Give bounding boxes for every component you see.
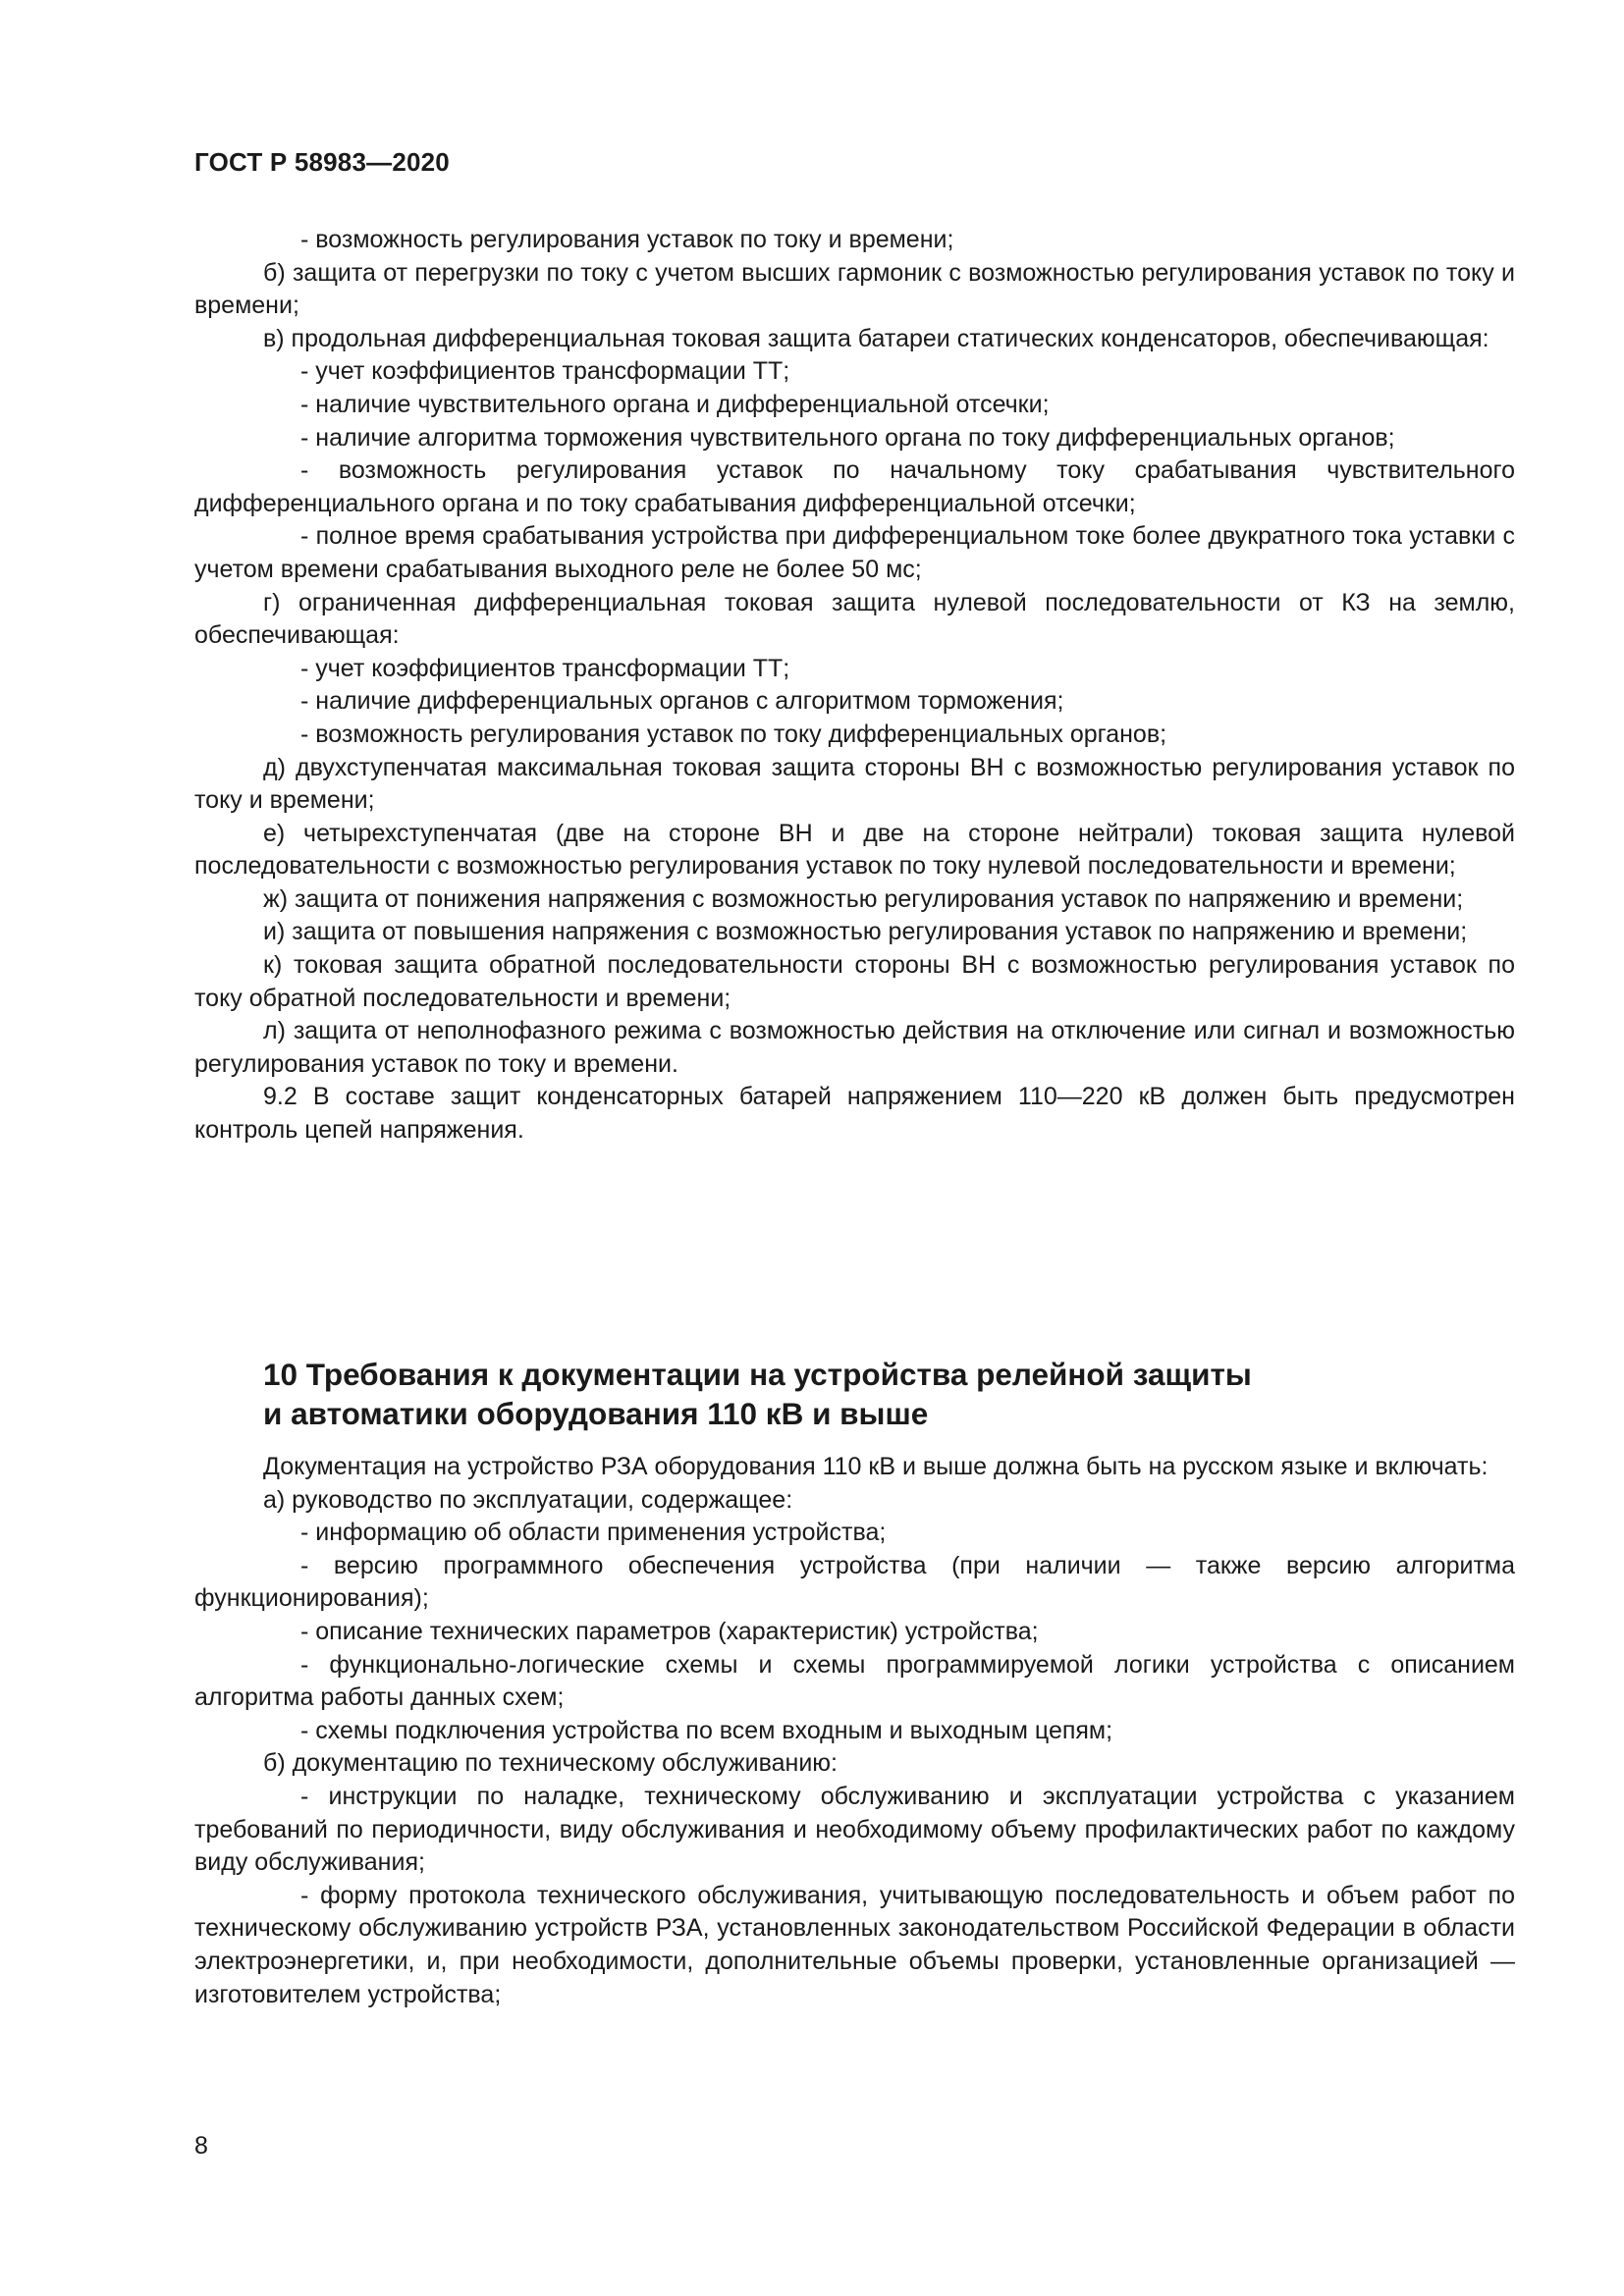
paragraph: - полное время срабатывания устройства при дифференциальном токе более двукратного тока уставки с учетом времени срабатывания выходного реле не более 50 мс; (194, 522, 1515, 583)
paragraph: е) четырехступенчатая (две на стороне ВН и две на стороне нейтрали) токовая защита нулевой последовательности с возможностью регулирования уставок по току нулевой последовательности и времени; (194, 819, 1515, 881)
paragraph: - информацию об области применения устройства; (300, 1519, 887, 1547)
section-title-line: 10 Требования к документации на устройства релейной защиты (263, 1357, 1252, 1392)
paragraph: - наличие чувствительного органа и дифференциальной отсечки; (300, 390, 1050, 418)
paragraph: - форму протокола технического обслуживания, учитывающую последовательность и объем работ по техническому обслуживанию устройств РЗА, установленных законодательством Российской Федерации в области электроэнергетики, и, при необходимости, дополнительные объемы проверки, установленные организацией — изготовителем устройства; (194, 1881, 1515, 2008)
paragraph: - инструкции по наладке, техническому обслуживанию и эксплуатации устройства с указанием требований по периодичности, виду обслуживания и необходимому объему профилактических работ по каждому виду обслуживания; (194, 1782, 1515, 1877)
paragraph: - учет коэффициентов трансформации ТТ; (300, 654, 790, 682)
paragraph: - описание технических параметров (характеристик) устройства; (300, 1617, 1039, 1645)
paragraph: Документация на устройство РЗА оборудования 110 кВ и выше должна быть на русском языке и включать: (263, 1453, 1489, 1480)
paragraph: к) токовая защита обратной последовательности стороны ВН с возможностью регулирования уставок по току обратной последовательности и времени; (194, 951, 1515, 1012)
paragraph: в) продольная дифференциальная токовая защита батареи статических конденсаторов, обеспечивающая: (263, 324, 1489, 352)
paragraph: - наличие алгоритма торможения чувствительного органа по току дифференциальных органов; (300, 423, 1395, 452)
section-title-line: и автоматики оборудования 110 кВ и выше (263, 1396, 929, 1431)
paragraph: 9.2 В составе защит конденсаторных батарей напряжением 110—220 кВ должен быть предусмотрен контроль цепей напряжения. (194, 1083, 1515, 1145)
paragraph: б) защита от перегрузки по току с учетом высших гармоник с возможностью регулирования уставок по току и времени; (194, 258, 1515, 320)
paragraph: - возможность регулирования уставок по начальному току срабатывания чувствительного дифференциального органа и по току срабатывания дифференциальной отсечки; (194, 456, 1515, 517)
body-text (194, 224, 1515, 1148)
document-header: ГОСТ Р 58983—2020 (194, 147, 450, 177)
page-number: 8 (194, 2132, 208, 2160)
section-title (263, 1355, 1441, 1433)
paragraph: ж) защита от понижения напряжения с возможностью регулирования уставок по напряжению и времени; (263, 884, 1464, 913)
paragraph: - возможность регулирования уставок по току и времени; (300, 226, 954, 253)
paragraph: - наличие дифференциальных органов с алгоритмом торможения; (300, 687, 1064, 716)
paragraph: а) руководство по эксплуатации, содержащее: (263, 1485, 793, 1514)
paragraph: - учет коэффициентов трансформации ТТ; (300, 357, 790, 386)
paragraph: л) защита от неполнофазного режима с возможностью действия на отключение или сигнал и возможностью регулирования уставок по току и времени. (194, 1017, 1515, 1078)
section-body (194, 1451, 1515, 2011)
paragraph: г) ограниченная дифференциальная токовая защита нулевой последовательности от КЗ на землю, обеспечивающая: (194, 588, 1515, 650)
paragraph: - функционально-логические схемы и схемы программируемой логики устройства с описанием алгоритма работы данных схем; (194, 1650, 1515, 1712)
paragraph: - возможность регулирования уставок по току дифференциальных органов; (300, 720, 1167, 748)
paragraph: д) двухступенчатая максимальная токовая защита стороны ВН с возможностью регулирования уставок по току и времени; (194, 753, 1515, 815)
paragraph: б) документацию по техническому обслуживанию: (263, 1749, 838, 1778)
paragraph: и) защита от повышения напряжения с возможностью регулирования уставок по напряжению и времени; (263, 918, 1468, 946)
paragraph: - схемы подключения устройства по всем входным и выходным цепям; (300, 1716, 1113, 1744)
paragraph: - версию программного обеспечения устройства (при наличии — также версию алгоритма функционирования); (194, 1551, 1515, 1613)
